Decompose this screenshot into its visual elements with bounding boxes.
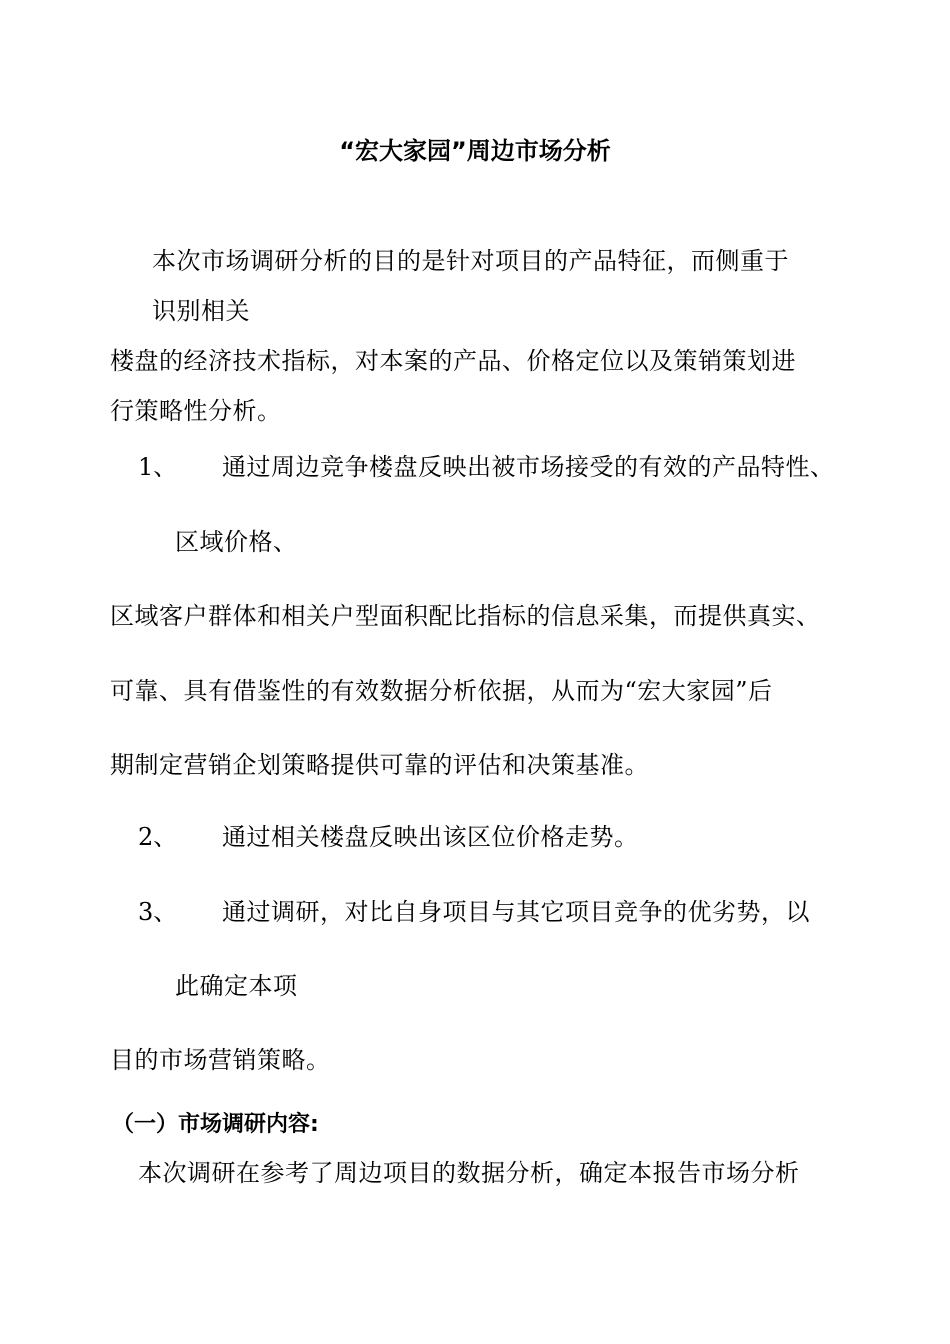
document-title: “宏大家园”周边市场分析 xyxy=(339,137,611,165)
section-1-line-1: 本次调研在参考了周边项目的数据分析，确定本报告市场分析 xyxy=(138,1159,800,1187)
item-3-line-1: 通过调研，对比自身项目与其它项目竞争的优劣势，以 xyxy=(222,898,810,926)
item-1-line-3: 区域客户群体和相关户型面积配比指标的信息采集，而提供真实、 xyxy=(110,602,821,630)
intro-line-3: 楼盘的经济技术指标，对本案的产品、价格定位以及策销策划进 xyxy=(110,347,796,375)
item-3-line-2: 此确定本项 xyxy=(175,972,298,1000)
item-1-number: 1、 xyxy=(138,453,178,481)
item-2-line-1: 通过相关楼盘反映出该区位价格走势。 xyxy=(222,823,639,851)
intro-line-1: 本次市场调研分析的目的是针对项目的产品特征，而侧重于 xyxy=(152,247,789,275)
item-1-line-1: 通过周边竞争楼盘反映出被市场接受的有效的产品特性、 xyxy=(222,453,835,481)
item-3-line-3: 目的市场营销策略。 xyxy=(110,1046,331,1074)
item-1-line-5: 期制定营销企划策略提供可靠的评估和决策基准。 xyxy=(110,751,649,779)
item-3-number: 3、 xyxy=(138,898,178,926)
item-1-line-4: 可靠、具有借鉴性的有效数据分析依据，从而为“宏大家园”后 xyxy=(110,677,773,705)
item-2-number: 2、 xyxy=(138,823,178,851)
section-1-heading: （一）市场调研内容: xyxy=(112,1112,319,1137)
intro-line-4: 行策略性分析。 xyxy=(110,397,282,425)
item-1-line-2: 区域价格、 xyxy=(175,528,298,556)
intro-line-2: 识别相关 xyxy=(152,297,250,325)
